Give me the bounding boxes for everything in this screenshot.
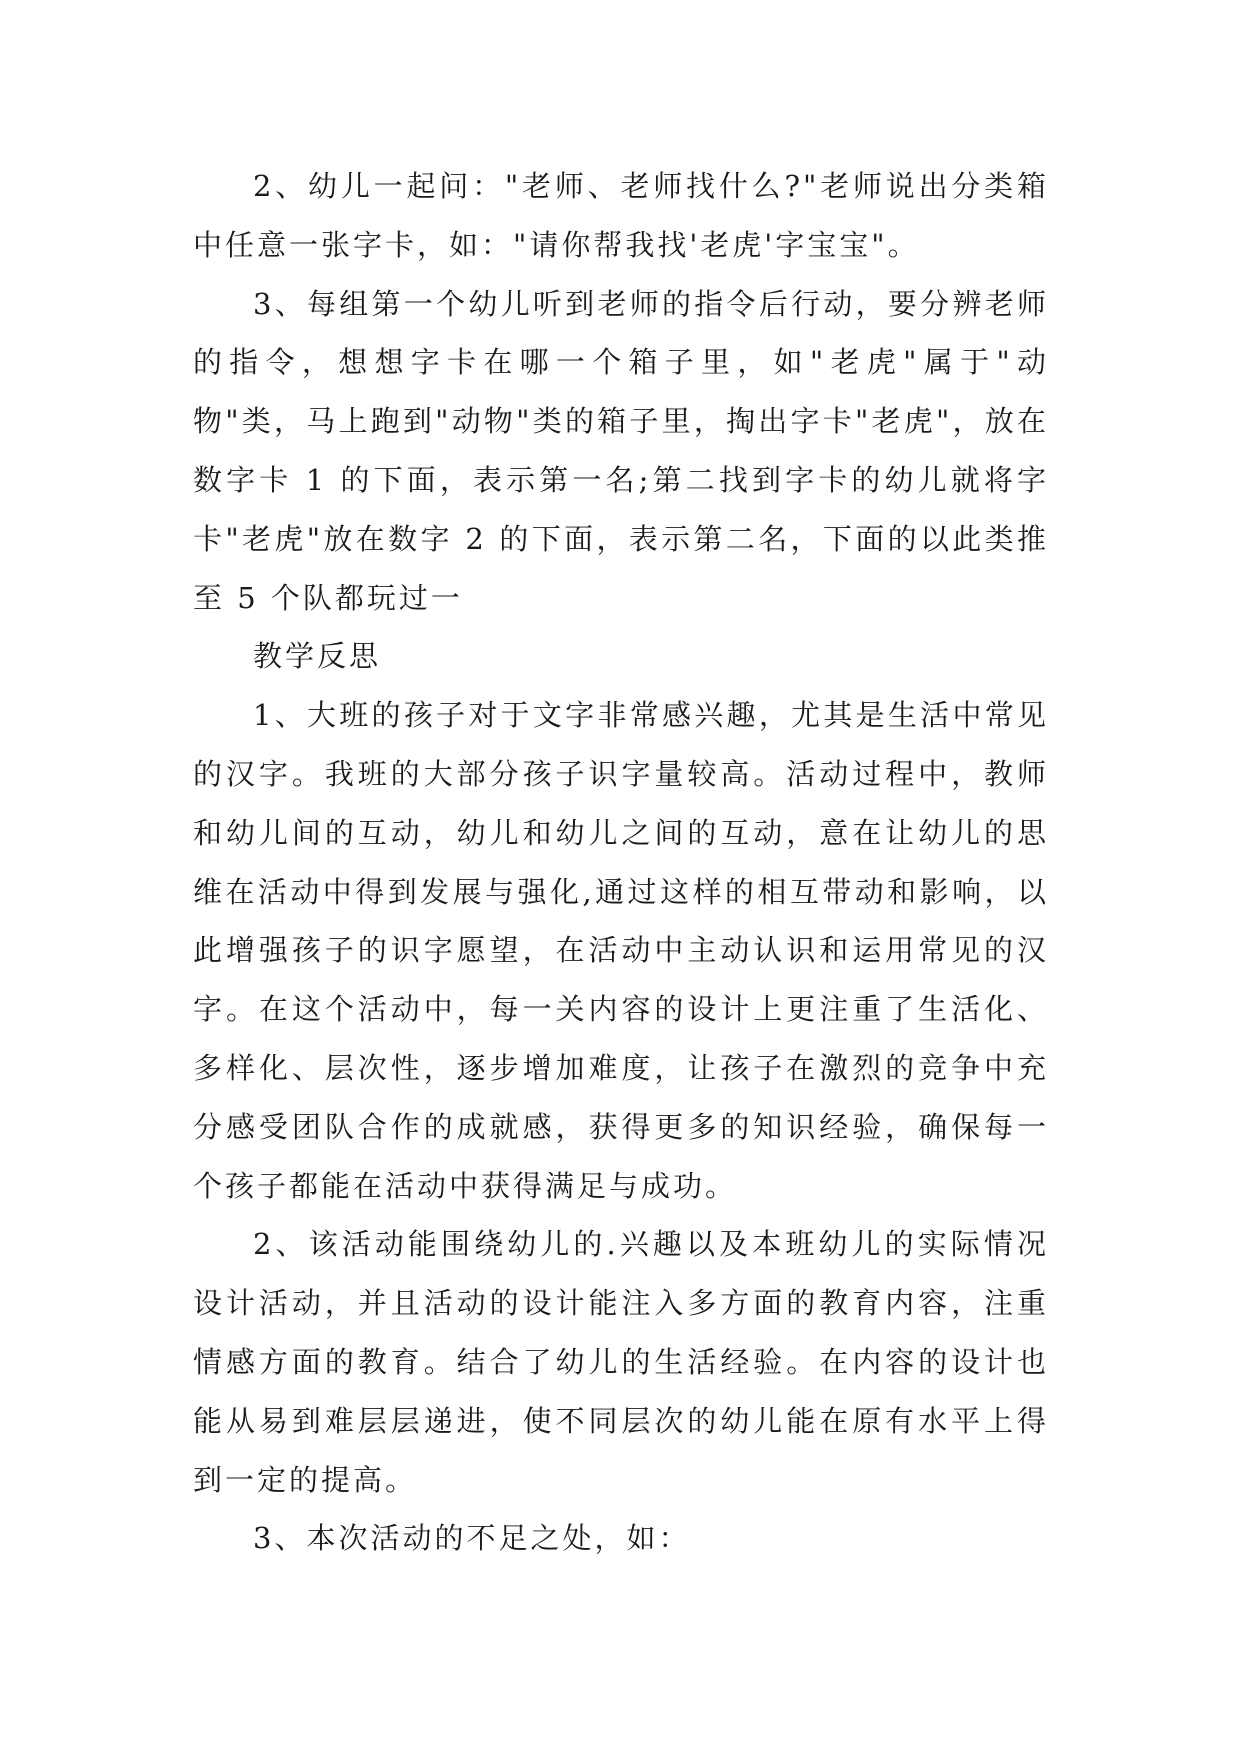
paragraph-reflection-1: 1、大班的孩子对于文字非常感兴趣，尤其是生活中常见的汉字。我班的大部分孩子识字量较高。活动过程中，教师和幼儿间的互动，幼儿和幼儿之间的互动，意在让幼儿的思维在活动中得到发展与强化,通过这样的相互带动和影响，以此增强孩子的识字愿望，在活动中主动认识和运用常见的汉字。在这个活动中，每一关内容的设计上更注重了生活化、多样化、层次性，逐步增加难度，让孩子在激烈的竞争中充分感受团队合作的成就感，获得更多的知识经验，确保每一个孩子都能在活动中获得满足与成功。 (193, 698, 1049, 1203)
document-page (193, 157, 1049, 1568)
section-heading-reflection: 教学反思 (253, 639, 382, 674)
paragraph-step-3: 3、每组第一个幼儿听到老师的指令后行动，要分辨老师的指令，想想字卡在哪一个箱子里，如"老虎"属于"动物"类，马上跑到"动物"类的箱子里，掏出字卡"老虎"，放在数字卡 1 的下面，表示第一名;第二找到字卡的幼儿就将字卡"老虎"放在数字 2 的下面，表示第二名，下面的以此类推至 5 个队都玩过一 (193, 286, 1049, 615)
paragraph-step-2: 2、幼儿一起问："老师、老师找什么?"老师说出分类箱中任意一张字卡，如："请你帮我找'老虎'字宝宝"。 (193, 169, 1049, 262)
paragraph-reflection-2: 2、该活动能围绕幼儿的.兴趣以及本班幼儿的实际情况设计活动，并且活动的设计能注入多方面的教育内容，注重情感方面的教育。结合了幼儿的生活经验。在内容的设计也能从易到难层层递进，使不同层次的幼儿能在原有水平上得到一定的提高。 (193, 1227, 1049, 1497)
paragraph-reflection-3: 3、本次活动的不足之处，如： (253, 1521, 691, 1556)
